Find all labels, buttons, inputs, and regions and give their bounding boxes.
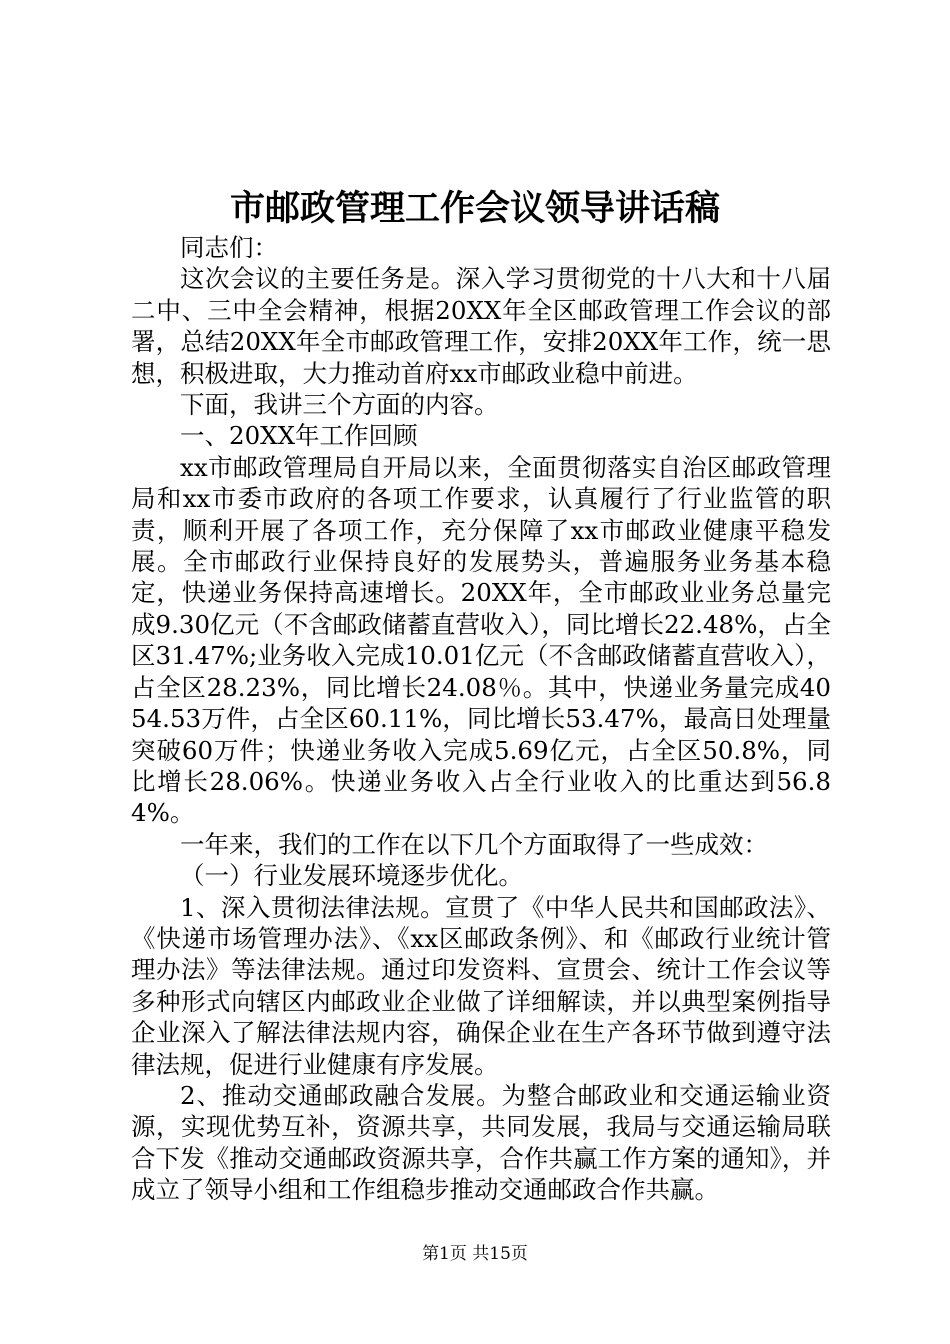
paragraph-meeting-tasks: 这次会议的主要任务是。深入学习贯彻党的十八大和十八届二中、三中全会精神，根据20XX年全区邮政管理工作会议的部署，总结20XX年全市邮政管理工作，安排20XX年工作，统一思想，积极进取，大力推动首府xx市邮政业稳中前进。 bbox=[131, 264, 831, 388]
paragraph-achievements-intro: 一年来，我们的工作在以下几个方面取得了一些成效： bbox=[180, 829, 768, 859]
document-title: 市邮政管理工作会议领导讲话稿 bbox=[229, 188, 720, 229]
paragraph-outline: 下面，我讲三个方面的内容。 bbox=[180, 390, 499, 420]
paragraph-transport-integration: 2、推动交通邮政融合发展。为整合邮政业和交通运输业资源，实现优势互补，资源共享，共同发展，我局与交通运输局联合下发《推动交通邮政资源共享，合作共赢工作方案的通知》，并成立了领导小组和工作组稳步推动交通邮政合作共赢。 bbox=[131, 1080, 831, 1205]
paragraph-greeting: 同志们： bbox=[180, 233, 278, 262]
section-heading-review: 一、20XX年工作回顾 bbox=[180, 421, 418, 451]
document-body bbox=[131, 232, 831, 1206]
paragraph-review-statistics: xx市邮政管理局自开局以来，全面贯彻落实自治区邮政管理局和xx市委市政府的各项工作要求，认真履行了行业监管的职责，顺利开展了各项工作，充分保障了xx市邮政业健康平稳发展。全市邮政行业保持良好的发展势头，普遍服务业务基本稳定，快递业务保持高速增长。20XX年，全市邮政业业务总量完成9.30亿元（不含邮政储蓄直营收入），同比增长22.48%，占全区31.47%;业务收入完成10.01亿元（不含邮政储蓄直营收入），占全区28.23%，同比增长24.08％。其中，快递业务量完成4054.53万件，占全区60.11%，同比增长53.47%，最高日处理量突破60万件；快递业务收入完成5.69亿元，占全区50.8%，同比增长28.06%。快递业务收入占全行业收入的比重达到56.84%。 bbox=[131, 452, 831, 828]
subsection-heading-environment: （一）行业发展环境逐步优化。 bbox=[180, 861, 523, 891]
page-footer: 第1页 共15页 bbox=[422, 1244, 528, 1264]
paragraph-laws: 1、深入贯彻法律法规。宣贯了《中华人民共和国邮政法》、《快递市场管理办法》、《xx区邮政条例》、和《邮政行业统计管理办法》等法律法规。通过印发资料、宣贯会、统计工作会议等多种形式向辖区内邮政业企业做了详细解读，并以典型案例指导企业深入了解法律法规内容，确保企业在生产各环节做到遵守法律法规，促进行业健康有序发展。 bbox=[131, 892, 831, 1079]
